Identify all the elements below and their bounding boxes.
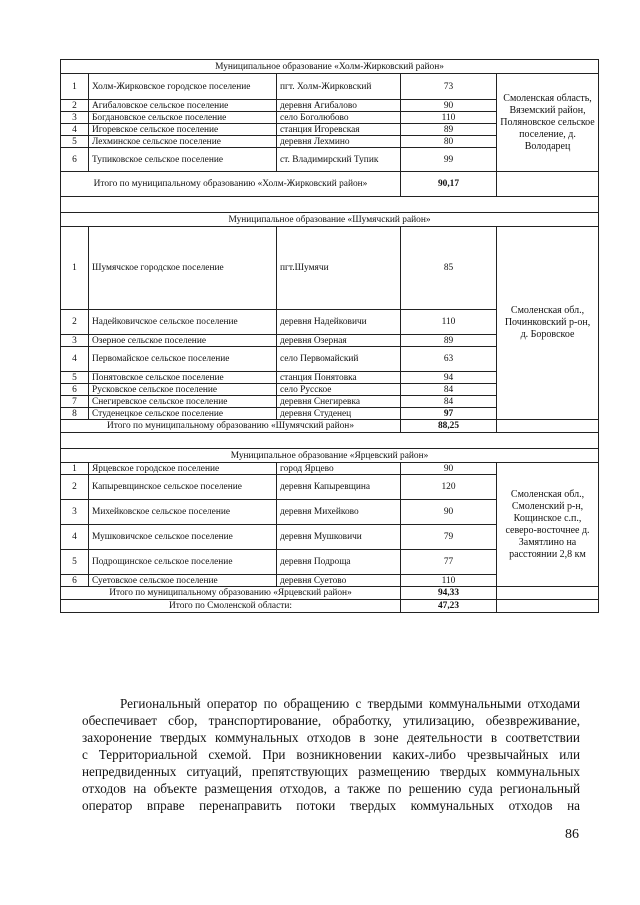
distance-value: 90 — [401, 100, 497, 112]
paragraph-line: оператор вправе перенаправить потоки твердых коммунальных отходов на — [82, 798, 580, 813]
settlement-name: Ярцевское городское поселение — [89, 463, 277, 475]
row-number: 1 — [61, 227, 89, 310]
settlement-name: Капыревщинское сельское поселение — [89, 475, 277, 500]
row-number: 5 — [61, 372, 89, 384]
distance-value: 63 — [401, 347, 497, 372]
row-number: 6 — [61, 575, 89, 587]
section-total-value: 88,25 — [401, 420, 497, 433]
grand-total-label: Итого по Смоленской области: — [61, 600, 401, 613]
location-name: деревня Озерная — [277, 335, 401, 347]
distance-value: 84 — [401, 396, 497, 408]
distance-value: 94 — [401, 372, 497, 384]
section-header: Муниципальное образование «Шумячский район» — [61, 213, 599, 227]
section-total-label: Итого по муниципальному образованию «Шумячский район» — [61, 420, 401, 433]
section-total-value: 94,33 — [401, 587, 497, 600]
paragraph-line: отходов на объекте размещения отходов, а также по решению суда региональный — [82, 781, 580, 796]
grand-total-row — [61, 600, 599, 613]
settlement-name: Студенецкое сельское поселение — [89, 408, 277, 420]
row-number: 2 — [61, 475, 89, 500]
location-name: город Ярцево — [277, 463, 401, 475]
row-number: 6 — [61, 384, 89, 396]
location-name: деревня Капыревщина — [277, 475, 401, 500]
settlement-name: Лехминское сельское поселение — [89, 136, 277, 148]
location-name: станция Игоревская — [277, 124, 401, 136]
location-name: село Русское — [277, 384, 401, 396]
settlement-name: Тупиковское сельское поселение — [89, 148, 277, 172]
settlement-name: Подрощинское сельское поселение — [89, 550, 277, 575]
distance-value: 97 — [401, 408, 497, 420]
row-number: 2 — [61, 310, 89, 335]
section-total-row — [61, 587, 599, 600]
settlement-name: Русковское сельское поселение — [89, 384, 277, 396]
settlement-name: Шумячское городское поселение — [89, 227, 277, 310]
facility-location-note: Смоленская обл., Смоленский р-н, Кощинское с.п., северо-восточнее д. Замятлино на расстоянии 2,8 км — [497, 463, 599, 587]
section-total-row — [61, 420, 599, 433]
waste-norms-table — [60, 59, 599, 613]
location-name: деревня Снегиревка — [277, 396, 401, 408]
spacer-row — [61, 197, 599, 213]
row-number: 1 — [61, 74, 89, 100]
settlement-name: Понятовское сельское поселение — [89, 372, 277, 384]
distance-value: 79 — [401, 525, 497, 550]
settlement-name: Михейковское сельское поселение — [89, 500, 277, 525]
location-name: деревня Михейково — [277, 500, 401, 525]
section-header-row — [61, 60, 599, 74]
section-header-row — [61, 213, 599, 227]
section-total-value: 90,17 — [401, 172, 497, 197]
distance-value: 85 — [401, 227, 497, 310]
row-number: 4 — [61, 347, 89, 372]
table-row — [61, 227, 599, 310]
settlement-name: Агибаловское сельское поселение — [89, 100, 277, 112]
settlement-name: Снегиревское сельское поселение — [89, 396, 277, 408]
settlement-name: Игоревское сельское поселение — [89, 124, 277, 136]
row-number: 1 — [61, 463, 89, 475]
distance-value: 77 — [401, 550, 497, 575]
location-name: ст. Владимирский Тупик — [277, 148, 401, 172]
section-total-label: Итого по муниципальному образованию «Ярцевский район» — [61, 587, 401, 600]
row-number: 5 — [61, 136, 89, 148]
row-number: 2 — [61, 100, 89, 112]
settlement-name: Озерное сельское поселение — [89, 335, 277, 347]
distance-value: 80 — [401, 136, 497, 148]
location-name: станция Понятовка — [277, 372, 401, 384]
section-header: Муниципальное образование «Ярцевский район» — [61, 449, 599, 463]
settlement-name: Богдановское сельское поселение — [89, 112, 277, 124]
table-row — [61, 463, 599, 475]
distance-value: 120 — [401, 475, 497, 500]
distance-value: 90 — [401, 463, 497, 475]
location-name: село Боголюбово — [277, 112, 401, 124]
location-name: деревня Студенец — [277, 408, 401, 420]
distance-value: 110 — [401, 112, 497, 124]
distance-value: 110 — [401, 575, 497, 587]
row-number: 3 — [61, 335, 89, 347]
location-name: пгт.Шумячи — [277, 227, 401, 310]
section-total-label: Итого по муниципальному образованию «Холм-Жирковский район» — [61, 172, 401, 197]
section-header-row — [61, 449, 599, 463]
location-name: деревня Суетово — [277, 575, 401, 587]
settlement-name: Мушковичское сельское поселение — [89, 525, 277, 550]
facility-location-note: Смоленская обл., Починковский р-он, д. Боровское — [497, 227, 599, 420]
facility-location-note: Смоленская область, Вяземский район, Поляновское сельское поселение, д. Володарец — [497, 74, 599, 172]
location-name: деревня Мушковичи — [277, 525, 401, 550]
settlement-name: Суетовское сельское поселение — [89, 575, 277, 587]
row-number: 7 — [61, 396, 89, 408]
row-number: 4 — [61, 525, 89, 550]
distance-value: 110 — [401, 310, 497, 335]
page-number: 86 — [565, 827, 579, 842]
paragraph-line: захоронение твердых коммунальных отходов в зоне деятельности в соответствии — [82, 730, 580, 745]
location-name: деревня Надейковичи — [277, 310, 401, 335]
row-number: 3 — [61, 112, 89, 124]
table-row — [61, 74, 599, 100]
location-name: село Первомайский — [277, 347, 401, 372]
row-number: 3 — [61, 500, 89, 525]
row-number: 5 — [61, 550, 89, 575]
section-header: Муниципальное образование «Холм-Жирковский район» — [61, 60, 599, 74]
location-name: пгт. Холм-Жирковский — [277, 74, 401, 100]
spacer-row — [61, 433, 599, 449]
paragraph-line: Региональный оператор по обращению с твердыми коммунальными отходами — [120, 696, 580, 711]
distance-value: 84 — [401, 384, 497, 396]
distance-value: 73 — [401, 74, 497, 100]
distance-value: 89 — [401, 124, 497, 136]
section-total-row — [61, 172, 599, 197]
location-name: деревня Подроща — [277, 550, 401, 575]
distance-value: 99 — [401, 148, 497, 172]
settlement-name: Надейковичское сельское поселение — [89, 310, 277, 335]
row-number: 8 — [61, 408, 89, 420]
paragraph-line: обеспечивает сбор, транспортирование, обработку, утилизацию, обезвреживание, — [82, 713, 580, 728]
row-number: 4 — [61, 124, 89, 136]
row-number: 6 — [61, 148, 89, 172]
settlement-name: Первомайское сельское поселение — [89, 347, 277, 372]
location-name: деревня Лехмино — [277, 136, 401, 148]
grand-total-value: 47,23 — [401, 600, 497, 613]
paragraph-line: непредвиденных ситуаций, препятствующих размещению твердых коммунальных — [82, 764, 580, 779]
body-paragraph — [82, 695, 580, 814]
distance-value: 90 — [401, 500, 497, 525]
location-name: деревня Агибалово — [277, 100, 401, 112]
settlement-name: Холм-Жирковское городское поселение — [89, 74, 277, 100]
distance-value: 89 — [401, 335, 497, 347]
paragraph-line: с Территориальной схемой. При возникновении каких-либо чрезвычайных или — [82, 747, 580, 762]
